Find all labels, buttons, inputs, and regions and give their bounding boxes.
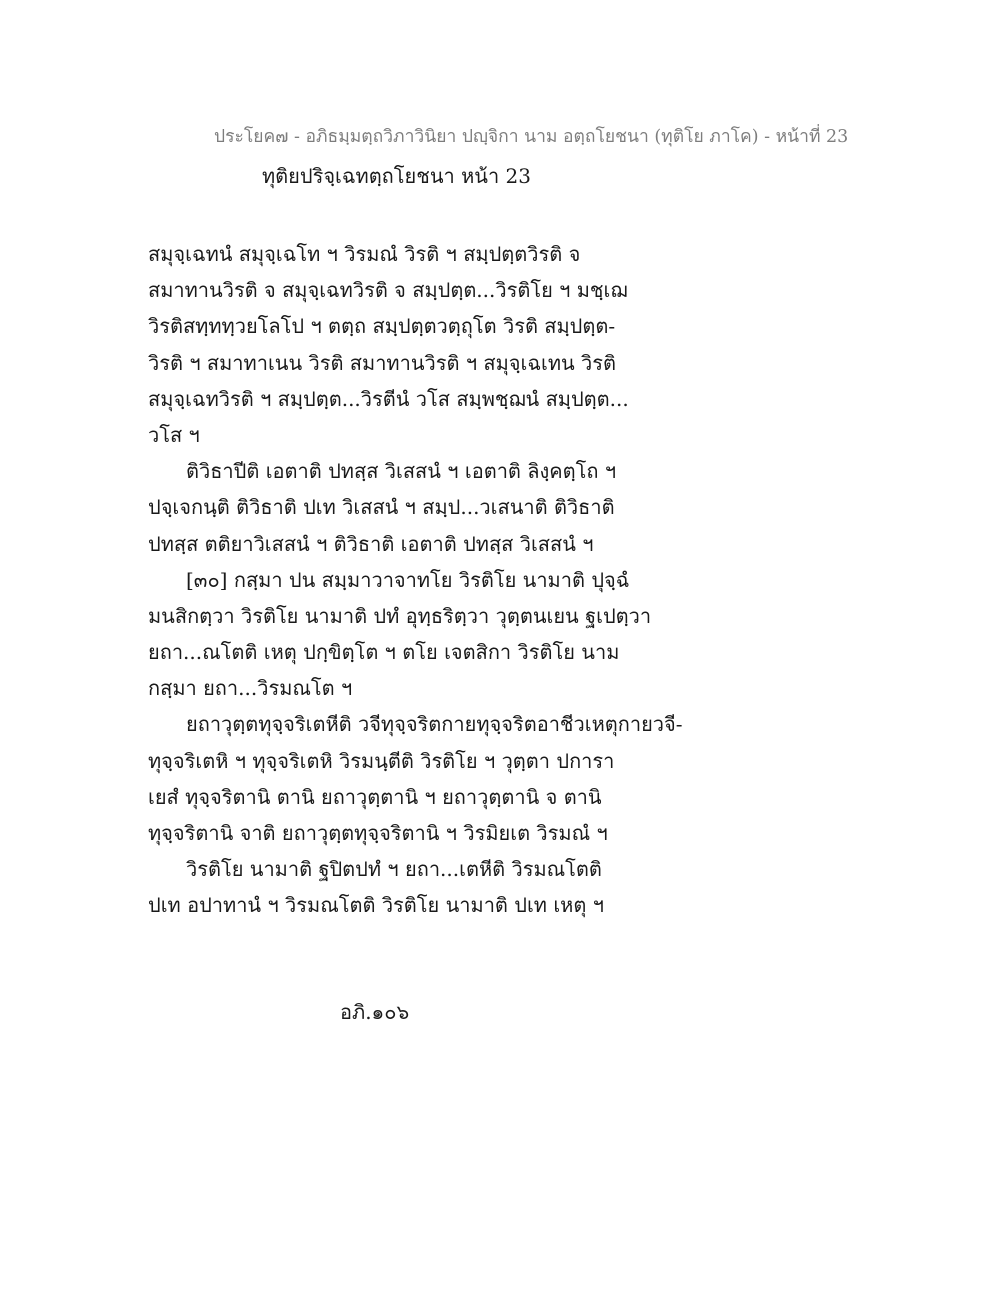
running-header-text: ประโยค๗ - อภิธมฺมตฺถวิภาวินิยา ปญฺจิกา นาม อตฺถโยชนา (ทุติโย ภาโค) - หน้าที่ 23 [214,127,849,147]
body-text [148,236,683,924]
text-line: วโส ฯ [148,422,200,447]
text-line: วิรติ ฯ สมาทาเนน วิรติ สมาทานวิรติ ฯ สมุจฺเฉเทน วิรติ [148,350,616,375]
text-line: ยถา...ณโตติ เหตุ ปกฺขิตฺโต ฯ ตโย เจตสิกา วิรติโย นาม [148,640,620,665]
text-line: วิรติสทฺททฺวยโลโป ฯ ตตฺถ สมฺปตฺตวตฺถุโต วิรติ สมฺปตฺต- [148,314,616,339]
text-line: กสฺมา ยถา...วิรมณโต ฯ [148,676,353,701]
running-header [214,122,849,148]
text-line: ปทสฺส ตติยาวิเสสนํ ฯ ติวิธาติ เอตาติ ปทสฺส วิเสสนํ ฯ [148,531,594,556]
text-line: ปเท อปาทานํ ฯ วิรมณโตติ วิรติโย นามาติ ปเท เหตุ ฯ [148,893,604,918]
text-line: สมุจฺเฉทนํ สมุจฺเฉโท ฯ วิรมณํ วิรติ ฯ สมฺปตฺตวิรติ จ [148,242,581,266]
text-line: ปจฺเจกนฺติ ติวิธาติ ปเท วิเสสนํ ฯ สมฺป...วเสนาติ ติวิธาติ [148,495,615,520]
text-line: สมาทานวิรติ จ สมุจฺเฉทวิรติ จ สมฺปตฺต...วิรติโย ฯ มชฺเฌ [148,278,628,303]
text-line: [๓๐] กสฺมา ปน สมฺมาวาจาทโย วิรติโย นามาติ ปุจฺฉํ [186,567,630,592]
text-line: ทุจฺจริตานิ จาติ ยถาวุตฺตทุจฺจริตานิ ฯ วิรมิยเต วิรมณํ ฯ [148,821,608,845]
text-line: สมุจฺเฉทวิรติ ฯ สมฺปตฺต...วิรตีนํ วโส สมฺพชฺฌนํ สมฺปตฺต... [148,386,629,411]
text-line: วิรติโย นามาติ ฐปิตปทํ ฯ ยถา...เตหีติ วิรมณโตติ [186,857,602,882]
text-line: มนสิกตฺวา วิรติโย นามาติ ปทํ อุทฺธริตฺวา วุตฺตนเยน ฐเปตฺวา [148,603,652,628]
text-line: ยถาวุตฺตทุจฺจริเตหีติ วจีทุจฺจริตกายทุจฺจริตอาชีวเหตุกายวจี- [186,712,683,737]
text-line: ติวิธาปีติ เอตาติ ปทสฺส วิเสสนํ ฯ เอตาติ ลิงฺคตฺโถ ฯ [186,459,617,484]
page-number: อภิ.๑๐๖ [340,1000,410,1024]
text-line: เยสํ ทุจฺจริตานิ ตานิ ยถาวุตฺตานิ ฯ ยถาวุตฺตานิ จ ตานิ [148,784,602,809]
chapter-heading: ทุติยปริจฺเฉทตฺถโยชนา หน้า 23 [262,164,531,188]
text-line: ทุจฺจริเตหิ ฯ ทุจฺจริเตหิ วิรมนฺตีติ วิรติโย ฯ วุตฺตา ปการา [148,748,615,773]
